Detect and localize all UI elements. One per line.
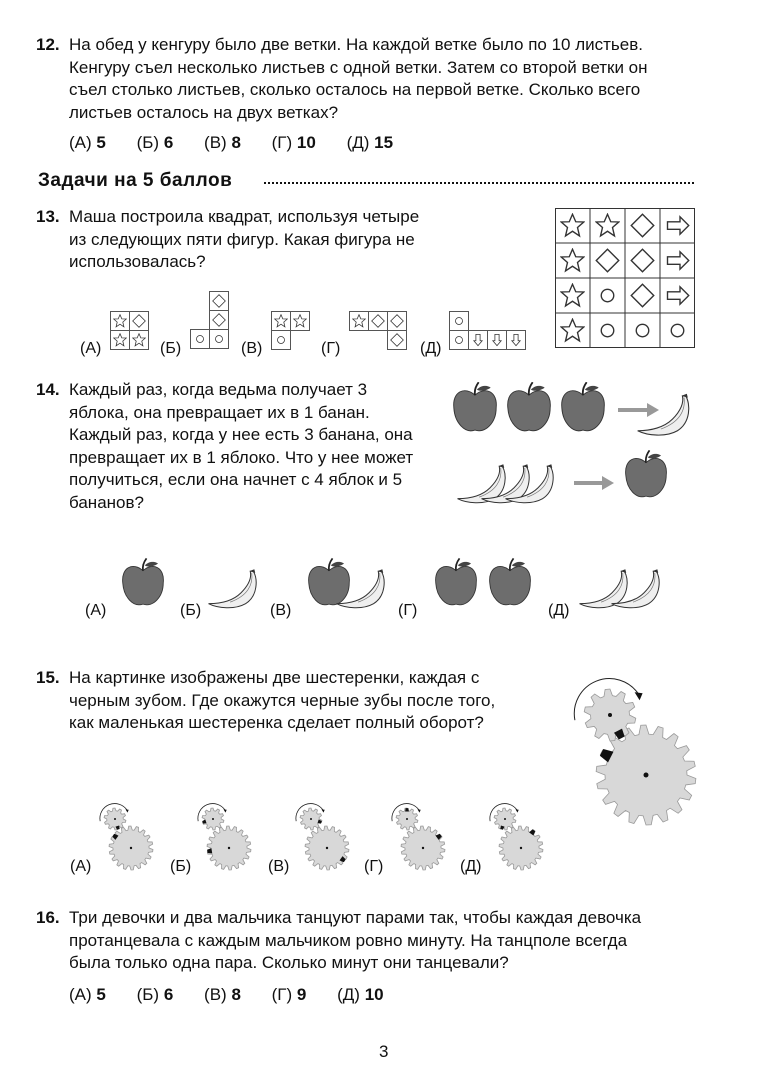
star-icon bbox=[114, 334, 127, 346]
option-b-picture[interactable] bbox=[207, 562, 263, 618]
option-label-b[interactable]: (Б) bbox=[170, 858, 192, 875]
question-14 bbox=[36, 379, 413, 514]
star-icon bbox=[561, 214, 584, 236]
center-dot bbox=[212, 818, 214, 820]
arrow-icon bbox=[668, 287, 689, 305]
diamond-icon bbox=[596, 249, 619, 272]
arrowhead-icon bbox=[635, 692, 643, 700]
answer-option[interactable]: (В) 8 bbox=[204, 985, 241, 1004]
question-13 bbox=[36, 206, 419, 274]
question-line: Три девочки и два мальчика танцуют парами так, чтобы каждая девочка bbox=[69, 908, 642, 927]
apple-icon bbox=[436, 558, 477, 604]
apple-icon bbox=[123, 558, 164, 604]
banana-icon bbox=[209, 570, 257, 608]
question-line: Кенгуру съел несколько листьев с одной ветки. Затем со второй ветки он bbox=[69, 57, 648, 77]
question-line: съел столько листьев, сколько осталось на первой ветке. Сколько всего bbox=[69, 80, 641, 99]
option-label-b[interactable]: (Б) bbox=[160, 340, 182, 357]
piece-e[interactable] bbox=[449, 311, 529, 351]
star-icon bbox=[561, 249, 584, 271]
circle-icon bbox=[216, 336, 223, 343]
question-line: как маленькая шестеренка сделает полный оборот? bbox=[69, 713, 484, 732]
question-number: 15. bbox=[36, 668, 60, 687]
question-line: На картинке изображены две шестеренки, каждая с bbox=[69, 668, 480, 687]
arrowhead-icon bbox=[224, 809, 227, 812]
circle-icon bbox=[671, 324, 684, 337]
apple-icon bbox=[626, 450, 667, 496]
diamond-icon bbox=[372, 315, 385, 328]
diamond-icon bbox=[213, 295, 226, 308]
option-label-c[interactable]: (В) bbox=[270, 602, 292, 619]
piece-d[interactable] bbox=[349, 311, 409, 351]
answer-option[interactable]: (В) 8 bbox=[204, 133, 241, 152]
option-label-e[interactable]: (Д) bbox=[420, 340, 442, 357]
answer-option[interactable]: (А) 5 bbox=[69, 133, 106, 152]
question-line: бананов? bbox=[69, 492, 144, 512]
answer-options bbox=[69, 985, 410, 1005]
question-number: 14. bbox=[36, 380, 60, 399]
question-number: 16. bbox=[36, 908, 60, 927]
option-c-picture[interactable] bbox=[307, 556, 393, 616]
diamond-icon bbox=[631, 284, 654, 307]
down-arrow-icon bbox=[512, 334, 520, 345]
section-title: Задачи на 5 баллов bbox=[38, 170, 233, 191]
option-label-d[interactable]: (Г) bbox=[364, 858, 384, 875]
arrowhead-icon bbox=[418, 809, 421, 812]
option-label-d[interactable]: (Г) bbox=[398, 602, 418, 619]
question-line: из следующих пяти фигур. Какая фигура не bbox=[69, 229, 415, 249]
option-label-e[interactable]: (Д) bbox=[548, 602, 570, 619]
apple-icon bbox=[454, 382, 497, 431]
circle-icon bbox=[456, 337, 463, 344]
star-icon bbox=[353, 315, 366, 327]
arrowhead-icon bbox=[322, 809, 325, 812]
gears-illustration bbox=[560, 670, 710, 830]
diamond-icon bbox=[133, 315, 146, 328]
piece-b[interactable] bbox=[190, 291, 230, 351]
apple-icon bbox=[562, 382, 605, 431]
option-b-gears[interactable] bbox=[196, 802, 258, 876]
diamond-icon bbox=[631, 249, 654, 272]
star-icon bbox=[133, 334, 146, 346]
option-label-c[interactable]: (В) bbox=[241, 340, 263, 357]
star-icon bbox=[294, 315, 307, 327]
answer-options bbox=[69, 133, 419, 153]
center-dot bbox=[130, 847, 132, 849]
arrow-icon bbox=[668, 217, 689, 235]
question-line: превращает их в 1 яблоко. Что у нее может bbox=[69, 447, 414, 467]
center-dot bbox=[644, 773, 649, 778]
answer-option[interactable]: (Г) 9 bbox=[271, 985, 307, 1004]
arrow-icon bbox=[668, 252, 689, 270]
star-icon bbox=[561, 319, 584, 341]
exchange-illustration bbox=[452, 380, 692, 520]
question-15 bbox=[36, 667, 495, 735]
black-tooth bbox=[207, 848, 212, 853]
question-line: протанцевала с каждым мальчиком ровно минуту. На танцполе всегда bbox=[69, 930, 628, 950]
apple-icon bbox=[309, 558, 350, 604]
question-line: использовалась? bbox=[69, 252, 206, 271]
option-label-e[interactable]: (Д) bbox=[460, 858, 482, 875]
shape-grid bbox=[555, 208, 695, 348]
arrowhead-icon bbox=[126, 809, 129, 812]
diamond-icon bbox=[213, 314, 226, 327]
question-line: получиться, если она начнет с 4 яблок и 5 bbox=[69, 470, 403, 489]
answer-option[interactable]: (Д) 15 bbox=[346, 133, 394, 152]
option-a-picture[interactable] bbox=[121, 556, 167, 612]
circle-icon bbox=[278, 337, 285, 344]
apple-icon bbox=[490, 558, 531, 604]
center-dot bbox=[504, 818, 506, 820]
section-divider bbox=[264, 182, 694, 184]
option-e-picture[interactable] bbox=[578, 562, 668, 618]
star-icon bbox=[114, 315, 127, 327]
question-line: была только одна пара. Сколько минут они танцевали? bbox=[69, 953, 509, 972]
option-label-a[interactable]: (А) bbox=[85, 602, 107, 619]
circle-icon bbox=[601, 324, 614, 337]
center-dot bbox=[520, 847, 522, 849]
circle-icon bbox=[456, 318, 463, 325]
center-dot bbox=[608, 713, 612, 717]
question-number: 12. bbox=[36, 35, 60, 54]
option-d-gears[interactable] bbox=[390, 802, 452, 876]
question-16 bbox=[36, 907, 641, 975]
option-label-a[interactable]: (А) bbox=[80, 340, 102, 357]
arrow-right-icon bbox=[618, 403, 659, 417]
center-dot bbox=[422, 847, 424, 849]
circle-icon bbox=[197, 336, 204, 343]
piece-c[interactable] bbox=[271, 311, 311, 351]
center-dot bbox=[326, 847, 328, 849]
option-label-a[interactable]: (А) bbox=[70, 858, 92, 875]
apple-icon bbox=[508, 382, 551, 431]
star-icon bbox=[561, 284, 584, 306]
answer-option[interactable]: (Б) 6 bbox=[136, 133, 174, 152]
question-line: яблока, она превращает их в 1 банан. bbox=[69, 402, 370, 422]
answer-option[interactable]: (А) 5 bbox=[69, 985, 106, 1004]
diamond-icon bbox=[391, 315, 404, 328]
question-line: Каждый раз, когда у нее есть 3 банана, она bbox=[69, 425, 413, 444]
option-d-picture[interactable] bbox=[434, 556, 534, 612]
center-dot bbox=[114, 818, 116, 820]
question-line: черным зубом. Где окажутся черные зубы после того, bbox=[69, 690, 496, 710]
circle-icon bbox=[601, 289, 614, 302]
answer-option[interactable]: (Б) 6 bbox=[136, 985, 174, 1004]
diamond-icon bbox=[391, 334, 404, 347]
diamond-icon bbox=[631, 214, 654, 237]
question-line: Маша построила квадрат, используя четыре bbox=[69, 207, 420, 226]
circle-icon bbox=[636, 324, 649, 337]
question-number: 13. bbox=[36, 207, 60, 226]
piece-a[interactable] bbox=[110, 311, 150, 351]
star-icon bbox=[275, 315, 288, 327]
question-line: листьев осталось на двух ветках? bbox=[69, 102, 339, 122]
banana-icon bbox=[638, 394, 689, 435]
down-arrow-icon bbox=[474, 334, 482, 345]
option-label-d[interactable]: (Г) bbox=[321, 340, 341, 357]
black-tooth bbox=[405, 808, 409, 811]
center-dot bbox=[406, 818, 408, 820]
option-label-b[interactable]: (Б) bbox=[180, 602, 202, 619]
answer-option[interactable]: (Г) 10 bbox=[271, 133, 316, 152]
center-dot bbox=[310, 818, 312, 820]
center-dot bbox=[228, 847, 230, 849]
answer-option[interactable]: (Д) 10 bbox=[337, 985, 384, 1004]
question-line: Каждый раз, когда ведьма получает 3 bbox=[69, 380, 368, 399]
option-label-c[interactable]: (В) bbox=[268, 858, 290, 875]
question-line: На обед у кенгуру было две ветки. На каждой ветке было по 10 листьев. bbox=[69, 35, 643, 54]
arrow-right-icon bbox=[574, 476, 614, 490]
option-c-gears[interactable] bbox=[294, 802, 356, 876]
option-e-gears[interactable] bbox=[488, 802, 550, 876]
banana-icon bbox=[580, 570, 628, 608]
question-12 bbox=[36, 34, 648, 124]
page-number: 3 bbox=[379, 1042, 389, 1061]
star-icon bbox=[596, 214, 619, 236]
arrowhead-icon bbox=[516, 809, 519, 812]
down-arrow-icon bbox=[493, 334, 501, 345]
option-a-gears[interactable] bbox=[98, 802, 160, 876]
